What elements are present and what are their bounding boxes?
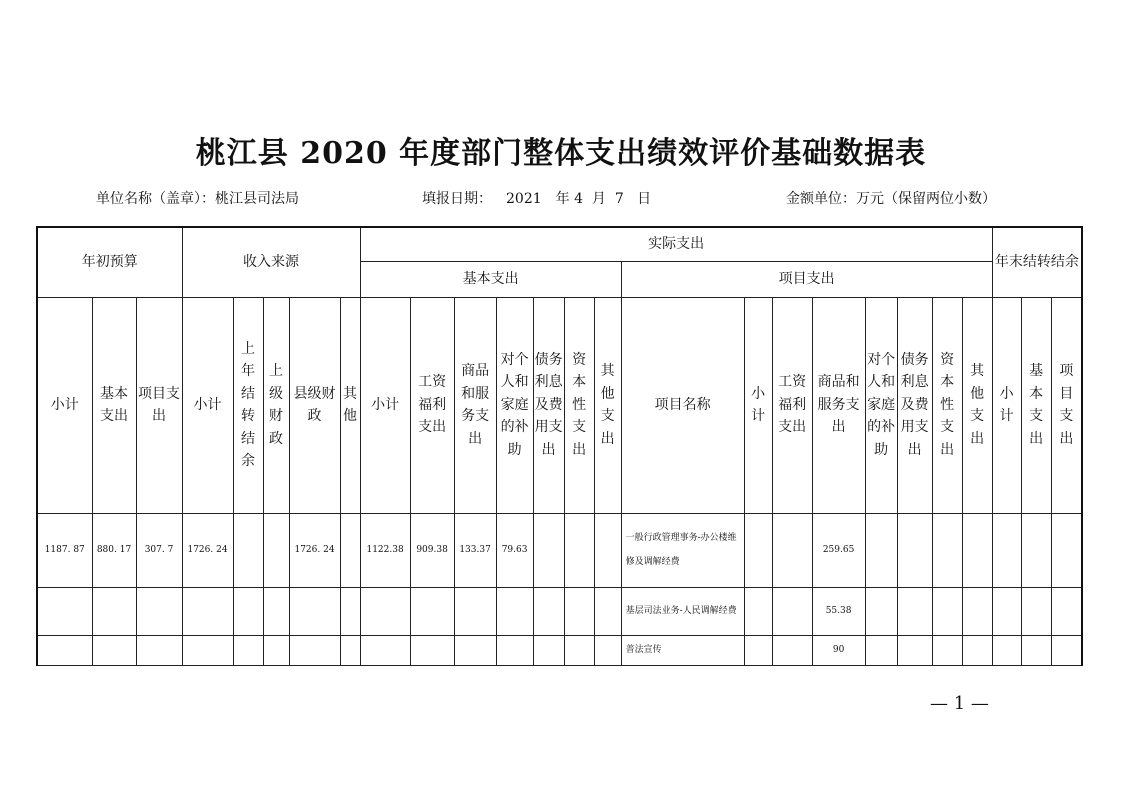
date-day: 7 bbox=[614, 191, 624, 207]
table-row bbox=[37, 635, 1082, 665]
column-header: 基本支出 bbox=[92, 297, 136, 513]
table-cell bbox=[1051, 587, 1082, 635]
header-year-end-balance: 年末结转结余 bbox=[992, 227, 1082, 297]
column-header: 项目支出 bbox=[136, 297, 182, 513]
table-cell bbox=[1051, 635, 1082, 665]
amount-unit: 金额单位：万元（保留两位小数） bbox=[786, 191, 996, 207]
table-cell bbox=[932, 635, 962, 665]
table-cell: 79.63 bbox=[496, 513, 533, 587]
table-cell bbox=[37, 587, 92, 635]
table-cell bbox=[454, 587, 496, 635]
column-header: 工资福利支出 bbox=[410, 297, 454, 513]
table-cell bbox=[289, 587, 340, 635]
table-row bbox=[37, 587, 1082, 635]
table-cell bbox=[136, 587, 182, 635]
table-cell bbox=[772, 513, 812, 587]
table-cell: 1726. 24 bbox=[289, 513, 340, 587]
table-cell bbox=[1021, 587, 1051, 635]
table-cell bbox=[533, 587, 564, 635]
column-header: 小计 bbox=[992, 297, 1021, 513]
table-cell bbox=[263, 587, 289, 635]
column-header: 商品和服务支出 bbox=[454, 297, 496, 513]
table-cell bbox=[533, 635, 564, 665]
table-cell: 55.38 bbox=[812, 587, 865, 635]
table-cell bbox=[182, 635, 233, 665]
column-header: 资本性支出 bbox=[932, 297, 962, 513]
table-cell bbox=[897, 587, 932, 635]
table-cell: 133.37 bbox=[454, 513, 496, 587]
column-header: 基本支出 bbox=[1021, 297, 1051, 513]
table-cell bbox=[564, 587, 594, 635]
date-month: 4 bbox=[574, 191, 584, 207]
table-cell bbox=[744, 513, 772, 587]
date-year-suffix: 年 bbox=[555, 191, 570, 207]
column-header: 债务利息及费用支出 bbox=[533, 297, 564, 513]
project-name-cell: 一般行政管理事务-办公楼维修及调解经费 bbox=[621, 513, 744, 587]
table-cell: 90 bbox=[812, 635, 865, 665]
table-cell bbox=[340, 513, 360, 587]
header-income-source: 收入来源 bbox=[182, 227, 360, 297]
table-cell bbox=[182, 587, 233, 635]
table-cell bbox=[496, 587, 533, 635]
table-cell bbox=[233, 587, 263, 635]
table-cell bbox=[289, 635, 340, 665]
table-cell bbox=[454, 635, 496, 665]
table-cell bbox=[932, 513, 962, 587]
table-cell bbox=[360, 587, 410, 635]
table-cell bbox=[594, 635, 621, 665]
table-cell bbox=[744, 635, 772, 665]
table-cell bbox=[932, 587, 962, 635]
table-cell bbox=[263, 513, 289, 587]
table-cell bbox=[92, 587, 136, 635]
column-header: 其他 bbox=[340, 297, 360, 513]
table-cell bbox=[897, 635, 932, 665]
table-cell bbox=[594, 587, 621, 635]
table-cell: 909.38 bbox=[410, 513, 454, 587]
table-cell bbox=[865, 513, 897, 587]
column-header: 对个人和家庭的补助 bbox=[865, 297, 897, 513]
header-project-expense: 项目支出 bbox=[621, 261, 992, 297]
table-cell: 880. 17 bbox=[92, 513, 136, 587]
table-cell bbox=[865, 635, 897, 665]
table-cell bbox=[897, 513, 932, 587]
column-header: 县级财政 bbox=[289, 297, 340, 513]
data-table bbox=[36, 226, 1083, 666]
page-number: — 1 — bbox=[930, 693, 989, 714]
table-cell bbox=[37, 635, 92, 665]
table-cell bbox=[962, 635, 992, 665]
header-basic-expense: 基本支出 bbox=[360, 261, 621, 297]
table-cell bbox=[1051, 513, 1082, 587]
column-header: 对个人和家庭的补助 bbox=[496, 297, 533, 513]
column-header: 项目支出 bbox=[1051, 297, 1082, 513]
table-cell: 1187. 87 bbox=[37, 513, 92, 587]
table-cell bbox=[496, 635, 533, 665]
column-header: 其他支出 bbox=[962, 297, 992, 513]
column-header: 其他支出 bbox=[594, 297, 621, 513]
table-cell bbox=[533, 513, 564, 587]
table-cell bbox=[92, 635, 136, 665]
column-header: 上级财政 bbox=[263, 297, 289, 513]
table-cell: 307. 7 bbox=[136, 513, 182, 587]
table-cell bbox=[136, 635, 182, 665]
table-cell bbox=[992, 587, 1021, 635]
table-cell bbox=[340, 635, 360, 665]
table-cell bbox=[962, 513, 992, 587]
date-day-suffix: 日 bbox=[637, 191, 652, 207]
date-month-suffix: 月 bbox=[591, 191, 606, 207]
table-cell bbox=[564, 635, 594, 665]
table-cell bbox=[992, 513, 1021, 587]
unit-name: 单位名称（盖章）：桃江县司法局 bbox=[96, 191, 299, 207]
column-header: 上年结转结余 bbox=[233, 297, 263, 513]
column-header: 工资福利支出 bbox=[772, 297, 812, 513]
table-cell bbox=[410, 635, 454, 665]
header-actual-expense: 实际支出 bbox=[360, 227, 992, 261]
column-header: 资本性支出 bbox=[564, 297, 594, 513]
table-cell bbox=[962, 587, 992, 635]
table-cell bbox=[594, 513, 621, 587]
table-cell: 259.65 bbox=[812, 513, 865, 587]
table-cell bbox=[564, 513, 594, 587]
project-name-cell: 基层司法业务-人民调解经费 bbox=[621, 587, 744, 635]
column-header: 商品和服务支出 bbox=[812, 297, 865, 513]
table-cell bbox=[1021, 513, 1051, 587]
table-cell bbox=[772, 587, 812, 635]
column-header: 项目名称 bbox=[621, 297, 744, 513]
table-cell bbox=[233, 513, 263, 587]
table-cell bbox=[772, 635, 812, 665]
table-cell bbox=[233, 635, 263, 665]
table-cell bbox=[410, 587, 454, 635]
fill-date bbox=[422, 188, 651, 210]
table-row bbox=[37, 513, 1082, 587]
table-cell bbox=[865, 587, 897, 635]
header-initial-budget: 年初预算 bbox=[37, 227, 182, 297]
table-cell bbox=[744, 587, 772, 635]
date-label: 填报日期： bbox=[422, 191, 492, 207]
table-cell bbox=[1021, 635, 1051, 665]
table-cell bbox=[340, 587, 360, 635]
column-header: 小计 bbox=[360, 297, 410, 513]
date-year: 2021 bbox=[506, 191, 542, 207]
table-cell bbox=[992, 635, 1021, 665]
table-cell bbox=[360, 635, 410, 665]
project-name-cell: 普法宣传 bbox=[621, 635, 744, 665]
table-cell: 1726. 24 bbox=[182, 513, 233, 587]
page-title: 桃江县 2020 年度部门整体支出绩效评价基础数据表 bbox=[195, 136, 927, 171]
column-header: 小计 bbox=[182, 297, 233, 513]
column-header: 小计 bbox=[37, 297, 92, 513]
table-cell bbox=[263, 635, 289, 665]
column-header: 小计 bbox=[744, 297, 772, 513]
column-header: 债务利息及费用支出 bbox=[897, 297, 932, 513]
table-cell: 1122.38 bbox=[360, 513, 410, 587]
